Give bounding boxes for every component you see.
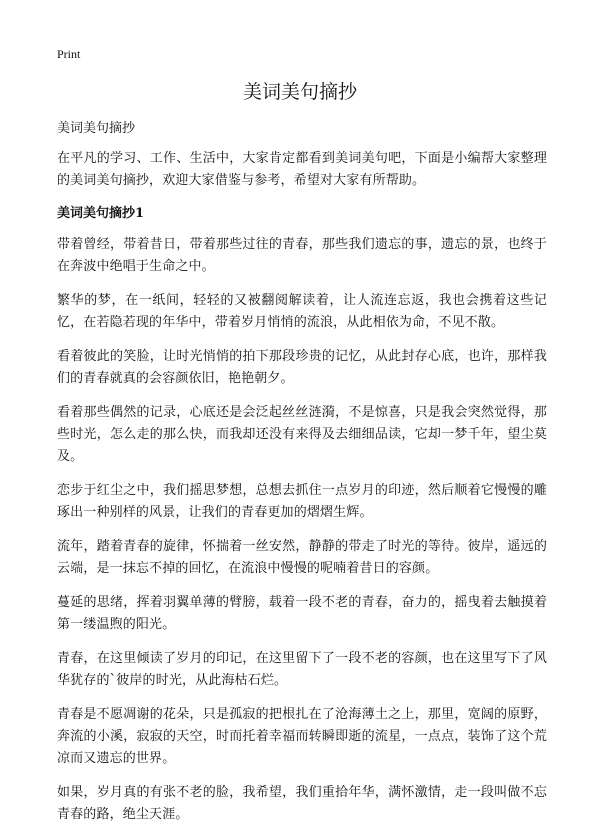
body-paragraph: 繁华的梦，在一纸间，轻轻的又被翻阅解读着，让人流连忘返，我也会携着这些记忆，在若隐若现的年华中，带着岁月悄悄的流浪，从此相依为命，不见不散。 [57,293,547,330]
body-paragraph: 看着那些偶然的记录，心底还是会泛起丝丝涟漪，不是惊喜，只是我会突然觉得，那些时光，怎么走的那么快，而我却还没有来得及去细细品读，它却一梦千年，望尘莫及。 [57,405,547,464]
body-paragraph: 带着曾经，带着昔日，带着那些过往的青春，那些我们遗忘的事，遗忘的景，也终于在奔波中绝唱于生命之中。 [57,237,547,274]
body-paragraph: 看着彼此的笑脸，让时光悄悄的拍下那段珍贵的记忆，从此封存心底，也许，那样我们的青春就真的会容颜依旧，艳艳朝夕。 [57,349,547,386]
print-link[interactable]: Print [57,47,81,61]
section-heading: 美词美句摘抄1 [57,206,145,221]
body-paragraph: 恋步于红尘之中，我们摇思梦想，总想去抓住一点岁月的印迹，然后顺着它慢慢的雕琢出一种别样的风景，让我们的青春更加的熠熠生辉。 [57,483,547,520]
body-paragraph: 如果，岁月真的有张不老的脸，我希望，我们重拾年华，满怀激情，走一段叫做不忘青春的路，绝尘天涯。 [57,785,547,822]
body-paragraph: 流年，踏着青春的旋律，怀揣着一丝安然，静静的带走了时光的等待。彼岸，遥远的云端，是一抹忘不掉的回忆，在流浪中慢慢的呢喃着昔日的容颜。 [57,539,547,576]
intro-paragraph: 在平凡的学习、工作、生活中，大家肯定都看到美词美句吧，下面是小编帮大家整理的美词美句摘抄，欢迎大家借鉴与参考，希望对大家有所帮助。 [57,151,547,188]
article-subtitle: 美词美句摘抄 [57,121,136,136]
body-paragraph: 蔓延的思绪，挥着羽翼单薄的臂膀，载着一段不老的青春，奋力的，摇曳着去触摸着第一缕温煦的阳光。 [57,595,547,632]
body-paragraph: 青春，在这里倾读了岁月的印记，在这里留下了一段不老的容颜，也在这里写下了风华犹存的`彼岸的时光，从此海枯石烂。 [57,651,547,688]
body-paragraph: 青春是不愿凋谢的花朵，只是孤寂的把根扎在了沧海薄土之上，那里，宽阔的原野，奔流的小溪，寂寂的天空，时而托着幸福而转瞬即逝的流星，一点点，装饰了这个荒凉而又遗忘的世界。 [57,707,547,766]
page-title: 美词美句摘抄 [242,81,357,103]
article-body [57,148,547,838]
